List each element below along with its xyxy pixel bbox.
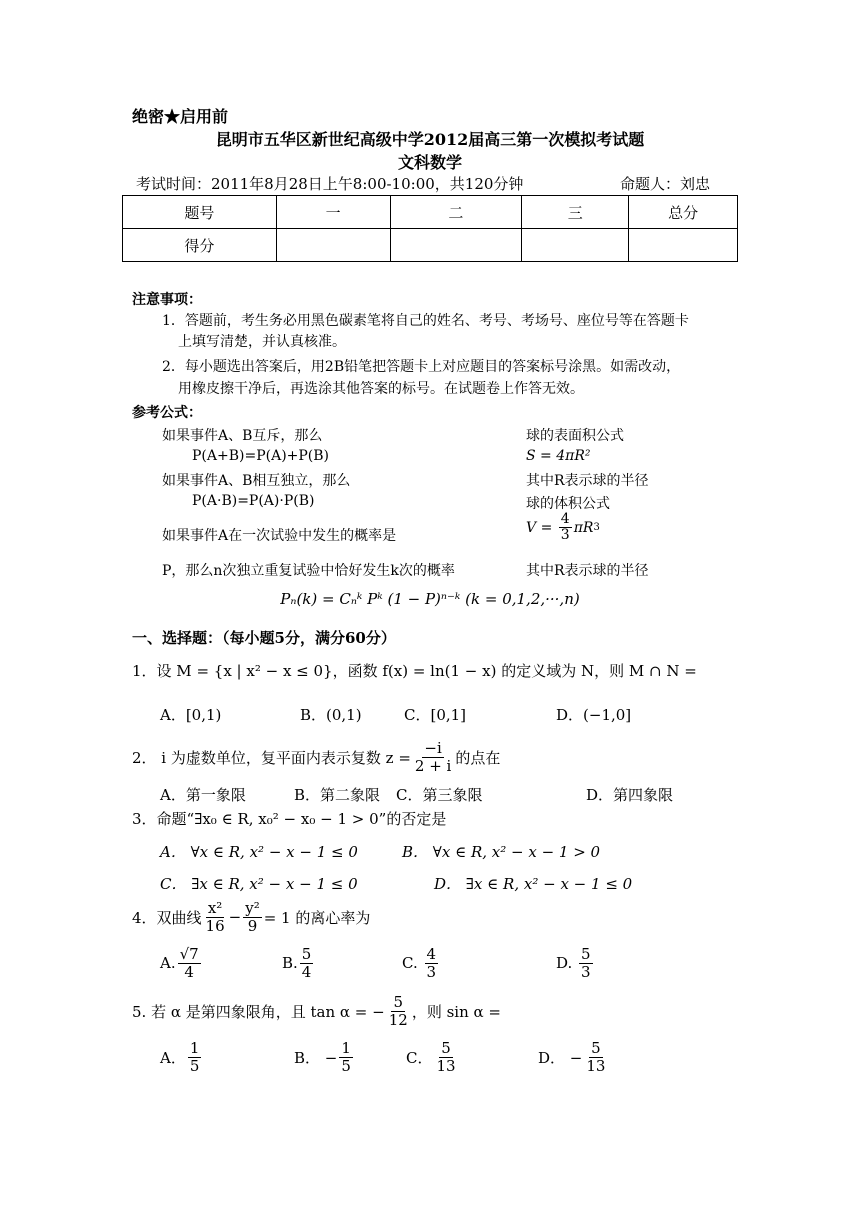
formula-left-6: P，那么n次独立重复试验中恰好发生k次的概率 bbox=[162, 563, 455, 579]
formula-right-1: 球的表面积公式 bbox=[526, 428, 624, 444]
q5-stem bbox=[132, 994, 501, 1028]
section-1-title: 一、选择题：（每小题5分，满分60分） bbox=[132, 629, 396, 647]
q1-option-a[interactable]: A．[0,1) bbox=[160, 706, 222, 724]
note-1-line-1: 1．答题前，考生务必用黑色碳素笔将自己的姓名、考号、考场号、座位号等在答题卡 bbox=[162, 313, 689, 329]
exam-info: 考试时间：2011年8月28日上午8:00-10:00，共120分钟 bbox=[136, 175, 524, 193]
q4-option-a-num: √7 bbox=[179, 945, 199, 963]
q5-option-d[interactable] bbox=[538, 1040, 609, 1074]
q5-option-c-num: 5 bbox=[441, 1039, 451, 1057]
note-2-line-1: 2．每小题选出答案后，用2B铅笔把答题卡上对应题目的答案标号涂黑。如需改动， bbox=[162, 359, 681, 375]
q4-option-c-num: 4 bbox=[426, 945, 437, 963]
q3-option-a[interactable]: A． ∀x ∈ R, x² − x − 1 ≤ 0 bbox=[160, 843, 358, 861]
q4-fraction-x bbox=[204, 900, 227, 934]
q5-option-c[interactable] bbox=[406, 1040, 460, 1074]
q4-option-b-den: 4 bbox=[301, 962, 312, 981]
q5-option-d-den: 13 bbox=[586, 1056, 606, 1075]
author: 命题人：刘忠 bbox=[620, 175, 711, 193]
q1-option-c[interactable]: C．[0,1] bbox=[404, 706, 467, 724]
q4-option-a-den: 4 bbox=[184, 962, 194, 981]
q5-option-b-label: B． − bbox=[294, 1048, 338, 1067]
q2-fraction-num: −i bbox=[424, 739, 442, 757]
q4-option-c-label: C. bbox=[402, 954, 418, 972]
score-table-row bbox=[123, 229, 738, 262]
score-header-cell: 题号 bbox=[123, 196, 277, 229]
formula-right-3: 其中R表示球的半径 bbox=[526, 473, 649, 489]
q4-option-d-den: 3 bbox=[581, 962, 591, 981]
q4-stem-pre: 4．双曲线 bbox=[132, 908, 202, 927]
binomial-formula: Pₙ(k) = Cₙᵏ Pᵏ (1 − P)ⁿ⁻ᵏ (k = 0,1,2,···,n) bbox=[280, 590, 580, 608]
q4-option-a-fraction bbox=[178, 946, 201, 980]
q3-option-c[interactable]: C． ∃x ∈ R, x² − x − 1 ≤ 0 bbox=[160, 875, 358, 893]
q5-fraction-num: 5 bbox=[393, 993, 404, 1011]
q5-option-a-fraction bbox=[188, 1040, 202, 1074]
q2-stem bbox=[132, 740, 500, 774]
q4-stem bbox=[132, 900, 370, 934]
q5-option-a-num: 1 bbox=[189, 1039, 200, 1057]
score-row-label: 得分 bbox=[123, 229, 277, 262]
q4-option-d[interactable] bbox=[556, 946, 595, 980]
secret-label: 绝密★启用前 bbox=[132, 107, 229, 126]
q1-stem: 1．设 M = {x | x² − x ≤ 0}，函数 f(x) = ln(1 − x) 的定义域为 N，则 M ∩ N = bbox=[132, 662, 697, 680]
formula-left-4: P(A·B)=P(A)·P(B) bbox=[192, 493, 315, 509]
notes-title: 注意事项： bbox=[132, 292, 202, 308]
q4-option-a-label: A. bbox=[160, 954, 176, 972]
q3-option-b[interactable]: B． ∀x ∈ R, x² − x − 1 > 0 bbox=[402, 843, 601, 861]
formula-left-3: 如果事件A、B相互独立，那么 bbox=[162, 473, 351, 489]
q4-fraction-x-num: x² bbox=[207, 899, 223, 917]
score-header-cell: 二 bbox=[390, 196, 522, 229]
q4-option-d-label: D. bbox=[556, 954, 573, 972]
q4-fraction-y bbox=[243, 900, 262, 934]
q2-option-a[interactable]: A．第一象限 bbox=[160, 786, 246, 804]
q4-option-a[interactable] bbox=[160, 946, 203, 980]
formulas-title: 参考公式： bbox=[132, 405, 202, 421]
q4-option-b-fraction bbox=[300, 946, 314, 980]
q2-option-c[interactable]: C．第三象限 bbox=[396, 786, 483, 804]
q4-fraction-x-den: 16 bbox=[205, 916, 225, 935]
q4-option-b[interactable] bbox=[282, 946, 315, 980]
q5-option-c-fraction bbox=[434, 1040, 457, 1074]
q2-fraction-den: 2 + i bbox=[414, 756, 452, 775]
score-header-cell: 一 bbox=[276, 196, 390, 229]
q2-option-d[interactable]: D．第四象限 bbox=[586, 786, 674, 804]
q4-option-c-fraction bbox=[425, 946, 439, 980]
q1-option-d[interactable]: D．(−1,0] bbox=[556, 706, 632, 724]
formula-right-4: 球的体积公式 bbox=[526, 496, 610, 512]
formula-right-6: 其中R表示球的半径 bbox=[526, 563, 649, 579]
q4-stem-post: = 1 的离心率为 bbox=[263, 908, 371, 927]
score-header-cell: 三 bbox=[522, 196, 629, 229]
q4-option-c-den: 3 bbox=[426, 962, 437, 981]
score-cell[interactable] bbox=[629, 229, 738, 262]
subject-title: 文科数学 bbox=[397, 153, 462, 172]
q4-option-b-label: B. bbox=[282, 954, 298, 972]
score-cell[interactable] bbox=[522, 229, 629, 262]
q5-option-b-num: 1 bbox=[341, 1039, 351, 1057]
formula-left-1: 如果事件A、B互斥，那么 bbox=[162, 428, 323, 444]
formula-left-2: P(A+B)=P(A)+P(B) bbox=[192, 448, 330, 464]
score-table-header-row bbox=[123, 196, 738, 229]
sphere-area-formula: S = 4πR² bbox=[526, 448, 591, 464]
q5-option-a-den: 5 bbox=[189, 1056, 200, 1075]
note-1-line-2: 上填写清楚，并认真核准。 bbox=[178, 334, 346, 350]
q5-fraction bbox=[387, 994, 410, 1028]
q5-option-c-label: C． bbox=[406, 1048, 433, 1067]
q4-fraction-y-num: y² bbox=[245, 899, 260, 917]
score-cell[interactable] bbox=[390, 229, 522, 262]
q2-option-b[interactable]: B．第二象限 bbox=[294, 786, 381, 804]
q1-option-b[interactable]: B．(0,1) bbox=[300, 706, 362, 724]
q4-fraction-y-den: 9 bbox=[247, 916, 258, 935]
q5-option-b[interactable] bbox=[294, 1040, 355, 1074]
score-cell[interactable] bbox=[276, 229, 390, 262]
q5-option-d-fraction bbox=[584, 1040, 607, 1074]
note-2-line-2: 用橡皮擦干净后，再选涂其他答案的标号。在试题卷上作答无效。 bbox=[178, 381, 584, 397]
formula-left-5: 如果事件A在一次试验中发生的概率是 bbox=[162, 528, 397, 544]
q4-option-b-num: 5 bbox=[301, 945, 312, 963]
q5-option-d-label: D． − bbox=[538, 1048, 583, 1067]
q2-fraction bbox=[413, 740, 453, 774]
q5-option-a[interactable] bbox=[160, 1040, 203, 1074]
score-table bbox=[122, 195, 738, 262]
sphere-volume-formula: V = $\frac{4}{3}$ πR 3 bbox=[526, 511, 600, 544]
q3-stem: 3．命题“∃x₀ ∈ R, x₀² − x₀ − 1 > 0”的否定是 bbox=[132, 810, 447, 828]
q5-stem-post: ，则 sin α = bbox=[411, 1002, 501, 1021]
q5-option-c-den: 13 bbox=[436, 1056, 456, 1075]
q5-stem-pre: 5. 若 α 是第四象限角，且 tan α = − bbox=[132, 1002, 385, 1021]
q5-option-d-num: 5 bbox=[591, 1039, 601, 1057]
q3-option-d[interactable]: D． ∃x ∈ R, x² − x − 1 ≤ 0 bbox=[434, 875, 633, 893]
q4-option-d-fraction bbox=[579, 946, 593, 980]
q5-fraction-den: 12 bbox=[388, 1010, 408, 1029]
q5-option-b-fraction bbox=[339, 1040, 353, 1074]
score-header-cell: 总分 bbox=[629, 196, 738, 229]
q4-minus: − bbox=[228, 908, 242, 926]
q2-stem-post: 的点在 bbox=[455, 748, 501, 767]
q5-option-b-den: 5 bbox=[341, 1056, 351, 1075]
q4-option-c[interactable] bbox=[402, 946, 440, 980]
q4-option-d-num: 5 bbox=[581, 945, 591, 963]
q2-stem-pre: 2． i 为虚数单位，复平面内表示复数 z = bbox=[132, 748, 411, 767]
q5-option-a-label: A． bbox=[160, 1048, 186, 1067]
exam-title: 昆明市五华区新世纪高级中学2012届高三第一次模拟考试题 bbox=[215, 130, 645, 149]
